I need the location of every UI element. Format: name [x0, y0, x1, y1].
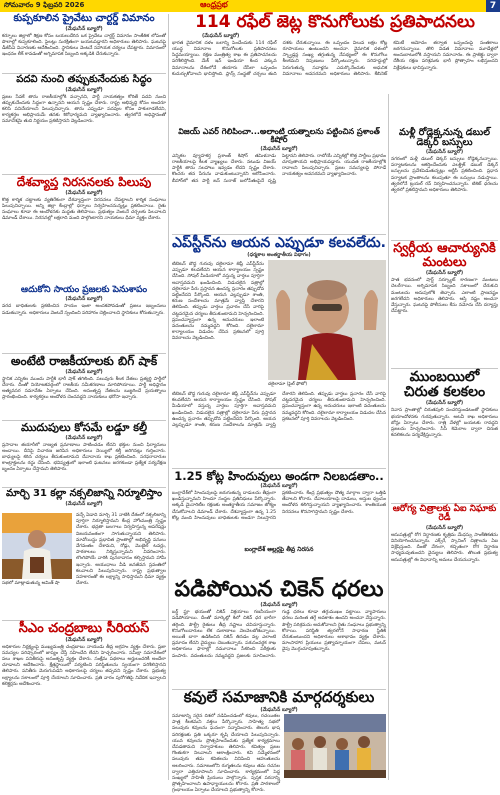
article-protest-call [2, 176, 166, 286]
byline: (మేఘసేన్ బ్యూరో) [425, 400, 464, 407]
article-hindus [172, 470, 386, 576]
headline: ఎప్‌స్టీన్‌ను ఆయన ఎప్పుడూ కలవలేదు. [172, 235, 386, 251]
article-double-decker [391, 128, 498, 240]
dalai-lama-photo [268, 260, 386, 380]
article-body: స్థానిక ఎన్నికల ముందు పార్టీకి భారీ షాక్ తగిలింది. పలువురు కీలక నేతలు ప్రత్యర్థి పార్టీలో చేరారు. దీంతో నియోజకవర్గంలో రాజకీయ సమీకరణాలు మారిపోయాయి. పార్టీ అధిష్ఠానం అత్యవసర సమావేశం ఏర్పాటు చేసింది. అసంతృప్త నేతలను బుజ్జగించే ప్రయత్నాలు ప్రారంభించింది. కార్యకర్తలు ఆందోళన చెందవద్దని నాయకులు భరోసా ఇచ్చారు. [2, 376, 166, 401]
byline: (మేఘసేన్ బ్యూరో) [65, 189, 103, 196]
headline: కవులే సమాజానికి మార్గదర్శకులు [183, 688, 375, 706]
article-body: సమాజాన్ని సరైన దిశలో నడిపించడంలో కవులు, రచయితల పాత్ర కీలకమని వక్తలు పేర్కొన్నారు. సాహిత్య సభలో పలువురు కవులను ఘనంగా సన్మానించారు. తెలుగు భాష పరిరక్షణకు ప్రతి ఒక్కరూ కృషి చేయాలని పిలుపునిచ్చారు. యువ కవులను ప్రోత్సహించేందుకు ప్రత్యేక కార్యక్రమాలు చేపడతామని నిర్వాహకులు తెలిపారు. కవిత్వం ప్రజల గొంతుకగా నిలవాలని ఆకాంక్షించారు. కవి సమ్మేళనంలో పలువురు తమ కవితలను వినిపించి ఆహుతులను అలరించారు. సమాజంలోని రుగ్మతలను కవులు తమ రచనల ద్వారా ఎత్తిచూపాలని సూచించారు. కార్యక్రమంలో పెద్ద సంఖ్యలో సాహితీ ప్రియులు పాల్గొన్నారు. పుస్తక పఠనాన్ని ప్రోత్సహించాలని ఉపాధ్యాయులను కోరారు. ప్రతి పాఠశాలలో గ్రంథాలయం ఏర్పాటు చేయాలని ప్రభుత్వాన్ని కోరారు. [172, 714, 280, 794]
article-pk-alliance [172, 128, 386, 232]
article-flood-victims [2, 286, 166, 352]
article-body: నగరంలో మళ్లీ డబుల్ డెక్కర్ బస్సులు రోడ్లెక్కనున్నాయి. పర్యాటకులను ఆకర్షించేందుకు ఎలక్ట్రిక్ డబుల్ డెక్కర్ బస్సులను ప్రవేశపెడుతున్నట్లు ఆర్టీసీ ప్రకటించింది. ప్రధాన పర్యాటక ప్రాంతాలను కలుపుతూ ఈ బస్సులు నడుస్తాయి. త్వరలోనే ట్రయల్ రన్ నిర్వహించనున్నారు. టికెట్ ధరలను త్వరలో ప్రకటిస్తామని అధికారులు తెలిపారు. [391, 156, 498, 193]
headline: పదవి నుంచి తప్పుకునేందుకు సిద్ధం [16, 74, 152, 85]
article-body: ఎన్నికల వ్యూహకర్త ప్రశాంత్ కిషోర్ తమిళనాడు రాజకీయాలపై కీలక వ్యాఖ్యలు చేశారు. నటుడు విజయ్ పార్టీకి తాను సలహాలు ఇవ్వడం లేదని స్పష్టం చేశారు. కొందరు తన పేరును వాడుకుంటున్నారని ఆరోపించారు. బీహార్‌లో తన పార్టీ జన్ సురాజ్ బలోపేతంపైనే దృష్టి పెట్టానని తెలిపారు. రాబోయే ఎన్నికల్లో కొత్త పార్టీలు ప్రభావం చూపుతాయని అభిప్రాయపడ్డారు. యువత రాజకీయాల్లోకి రావాలని పిలుపునిచ్చారు. ప్రజల సమస్యలపై పోరాడే నాయకత్వం అవసరమని వ్యాఖ్యానించారు. [172, 153, 386, 184]
headline: 114 రఫేల్ జెట్ల కొనుగోలుకు ప్రతిపాదనలు [195, 12, 475, 32]
byline: (మేఘసేన్ బ్యూరో) [65, 500, 103, 507]
article-body: ప్రజల సేవకే తాను రాజకీయాల్లోకి వచ్చానని, పార్టీ నాయకత్వం కోరితే పదవి నుంచి తప్పుకునేందుకు సిద్ధంగా ఉన్నానని ఆయన స్పష్టం చేశారు. రాష్ట్ర అభివృద్ధి కోసం అందరూ కలిసి పనిచేయాలని పిలుపునిచ్చారు. తాను ఎప్పుడూ పదవుల కోసం పాకులాడలేదని, కార్యకర్తల అభిప్రాయమే తనకు శిరోధార్యమని వ్యాఖ్యానించారు. త్వరలోనే అధిష్ఠానంతో సమావేశమై తుది నిర్ణయం ప్రకటిస్తానని వెల్లడించారు. [2, 94, 166, 125]
headline: మళ్లీ రోడ్లెక్కనున్న డబుల్ డెక్కర్ బస్సులు [399, 127, 490, 148]
byline: (మేఘసేన్ బ్యూరో) [65, 25, 103, 32]
article-body: కొత్త కార్మిక చట్టాలకు వ్యతిరేకంగా దేశవ్యాప్తంగా నిరసనలు చేపట్టాలని కార్మిక సంఘాలు పిలుపునిచ్చాయి. అన్ని జిల్లా కేంద్రాల్లో ధర్నాలు నిర్వహించనున్నట్లు ప్రకటించాయి. రైతు సంఘాలు కూడా ఈ ఆందోళనకు మద్దతు తెలిపాయి. ప్రభుత్వం వెంటనే చర్చలకు పిలవాలని డిమాండ్ చేశాయి. నిరసనల్లో లక్షలాది మంది పాల్గొంటారని నాయకులు ధీమా వ్యక్తం చేశారు. [2, 197, 166, 222]
headline: సీఎం చంద్రబాబు సీరియస్ [18, 621, 150, 636]
article-epstein [172, 236, 386, 466]
article-body: వరద బాధితులకు ప్రకటించిన సాయం ఇంకా అందకపోవడంతో ప్రజలు ఇబ్బందులు పడుతున్నారు. అధికారులు వెంటనే స్పందించి పరిహారం చెల్లించాలని స్థానికులు కోరుతున్నారు. [2, 304, 166, 316]
article-curbs-kalli [2, 422, 166, 486]
article-rafale [172, 14, 498, 126]
byline: (మేఘసేన్ బ్యూరో) [425, 524, 464, 531]
headline: ఆరోగ్య చిత్రాలకు ఏఐ నిఘాకు రెడీ [392, 504, 497, 524]
article-kalakalam [391, 370, 498, 502]
page-number: 7 [486, 0, 500, 12]
byline: (మేఘసేన్ బ్యూరో) [65, 86, 103, 93]
byline: (మేఘసేన్ బ్యూరో) [260, 145, 298, 152]
article-body: ప్రసాదాల తయారీలో నాణ్యత ప్రమాణాలు పాటించడం లేదని భక్తుల నుంచి ఫిర్యాదులు అందాయి. దీనిపై విచారణ జరిపిన అధికారులు నెయ్యిలో కల్తీ జరిగినట్లు గుర్తించారు. బాధ్యులపై కఠిన చర్యలు తీసుకుంటామని దేవాదాయ శాఖ ప్రకటించింది. సరఫరాదారుల కాంట్రాక్టులను రద్దు చేసింది. భవిష్యత్తులో ఇలాంటి ఘటనలు జరగకుండా ప్రత్యేక పర్యవేక్షణ బృందం ఏర్పాటు చేస్తామని తెలిపారు. [2, 442, 166, 473]
byline: (మేఘసేన్ బ్యూరో) [260, 483, 298, 490]
byline: (ధర్మశాల అంతర్జాతీయ విభాగం) [247, 251, 311, 258]
headline: ఆదుకోని సాయం ప్రజలకు పెనుశాపం [20, 285, 148, 295]
headline: ముదుపులు కోసమే లడ్డూ కల్తీ [20, 421, 148, 434]
article-heaven-ceremony [391, 242, 498, 366]
headline: అంటేటి రాజకీయాలకు బిగ్ షాక్ [10, 354, 158, 368]
poets-event-photo [284, 714, 386, 778]
article-body: వచ్చే ఏడాది మార్చి 31 నాటికి దేశంలో నక్సలిజాన్ని పూర్తిగా నిర్మూలిస్తామని కేంద్ర హోంమంత్రి స్పష్టం చేశారు. భద్రతా బలగాలు నిర్వహిస్తున్న ఆపరేషన్లు విజయవంతంగా సాగుతున్నాయని తెలిపారు. మావోయిస్టు ప్రభావిత ప్రాంతాల్లో అభివృద్ధి పనులు వేగవంతం చేశామని, రోడ్లు, మొబైల్ టవర్లు, పాఠశాలలు నిర్మిస్తున్నామని వివరించారు. లొంగిపోయే వారికి పునరావాసం కల్పిస్తామని హామీ ఇచ్చారు. ఆయుధాలు వీడి జనజీవన స్రవంతిలో కలవాలని పిలుపునిచ్చారు. రాష్ట్ర ప్రభుత్వాల సహకారంతో ఈ లక్ష్యాన్ని సాధిస్తామని ధీమా వ్యక్తం చేశారు. [76, 513, 166, 587]
page-header [0, 0, 500, 12]
article-ai-shot [391, 505, 498, 780]
article-big-shock [2, 355, 166, 419]
headline: పడిపోయిన చికెన్ ధరలు [174, 577, 384, 602]
issue-date: సోమవారం 9 ఫిబ్రవరి 2026 [4, 1, 85, 9]
article-body: భారత వైమానిక దళం బలాన్ని పెంచేందుకు 114 రఫేల్ యుద్ధ విమానాల కొనుగోలుకు ప్రతిపాదనలు సిద్ధమయ్యాయి. రక్షణ మంత్రిత్వ శాఖ ఈ ప్రతిపాదనలను పరిశీలిస్తోంది. మేక్ ఇన్ ఇండియా కింద ఎక్కువ విమానాలను దేశంలోనే తయారు చేసేలా ఒప్పందం కుదుర్చుకోవాలని భావిస్తోంది. ఫ్రాన్స్ సంస్థతో చర్చలు తుది దశకు చేరుకున్నాయి. ఈ ఒప్పందం విలువ లక్షల కోట్ల రూపాయలు ఉంటుందని అంచనా. వైమానిక దళంలో స్క్వాడ్రన్ల సంఖ్య తగ్గుతున్న నేపథ్యంలో ఈ కొనుగోలు కీలకమని నిపుణులు పేర్కొంటున్నారు. సరిహద్దుల్లో పెరుగుతున్న సవాళ్లను ఎదుర్కొనేందుకు ఆధునిక విమానాలు అవసరమని అధికారులు తెలిపారు. కేబినెట్ కమిటీ ఆమోదం తర్వాత ఒప్పందంపై సంతకాలు జరగనున్నాయి. తొలి విడత విమానాలు మూడేళ్లలో అందుబాటులోకి వస్తాయని సమాచారం. ఈ ప్రాజెక్టు ద్వారా దేశీయ రక్షణ పరిశ్రమకు భారీ ప్రోత్సాహం లభిస్తుందని విశ్లేషకులు భావిస్తున్నారు. [172, 40, 498, 77]
byline: (మేఘసేన్ బ్యూరో) [65, 636, 103, 643]
byline: (మేఘసేన్ బ్యూరో) [260, 602, 298, 609]
article-march31 [2, 489, 166, 619]
article-cm-serious [2, 622, 166, 780]
article-body: పాత భవనంలో షార్ట్ సర్క్యూట్ కారణంగా మంటలు చెలరేగాయి. అగ్నిమాపక సిబ్బంది సకాలంలో చేరుకుని మంటలను అదుపులోకి తెచ్చారు. ఎలాంటి ప్రాణనష్టం జరగలేదని అధికారులు తెలిపారు. ఆస్తి నష్టం అంచనా వేస్తున్నారు. ఘటనపై పోలీసులు కేసు నమోదు చేసి దర్యాప్తు చేపట్టారు. [391, 278, 498, 315]
article-body: టిబెటన్ బౌద్ధ గురువు దలైలామా జెఫ్రీ ఎప్‌స్టీన్‌ను ఎప్పుడూ కలవలేదని ఆయన కార్యాలయం స్పష్టం చేసింది. సోషల్ మీడియాలో వస్తున్న వార్తలు పూర్తిగా అవాస్తవమని ఖండించింది. విడుదలైన పత్రాల్లో దలైలామా పేరు ప్రస్తావన ఉందన్న ప్రచారం తప్పుదోవ పట్టించేదని పేర్కొంది. ఆయన ఎల్లప్పుడూ శాంతి, కరుణ సందేశాలను మాత్రమే వ్యాప్తి చేశారని తెలిపింది. తప్పుడు వార్తలు ప్రచారం చేసే వారిపై చట్టపరమైన చర్యలు తీసుకుంటామని హెచ్చరించింది. ప్రపంచవ్యాప్తంగా ఉన్న అనుచరులు ఇలాంటి వదంతులను నమ్మవద్దని కోరింది. దలైలామా కార్యాలయం విడుదల చేసిన ప్రకటనలో పూర్తి వివరాలను వెల్లడించింది. [172, 262, 264, 342]
article-ready [2, 75, 166, 173]
byline: (మేఘసేన్ బ్యూరో) [202, 32, 240, 39]
article-body: కర్నూలు జిల్లాలో శిక్షణ కోసం బయలుదేరిన ఒక ప్రైవేటు చార్టర్డ్ విమానం సాంకేతిక లోపంతో పొలాల్లో కుప్పకూలింది. పైలట్లు సురక్షితంగా బయటపడ్డారని అధికారులు తెలిపారు. ఘటనపై డీజీసీఏ విచారణకు ఆదేశించింది. స్థానికులు వెంటనే సహాయక చర్యలు చేపట్టారు. విమానంలో ఇంధనం లీక్ కావడంతో అగ్నిమాపక సిబ్బంది అక్కడికి చేరుకున్నారు. [2, 33, 166, 58]
article-body: బంగ్లాదేశ్‌లో హిందువులపై జరుగుతున్న దాడులను తీవ్రంగా ఖండిస్తున్నామని హిందూ సంస్థల ప్రతినిధులు పేర్కొన్నారు. అక్కడి మైనారిటీల రక్షణకు అంతర్జాతీయ సమాజం జోక్యం చేసుకోవాలని డిమాండ్ చేశారు. దేశవ్యాప్తంగా ఉన్న 1.25 కోట్ల మంది హిందువులు బాధితులకు అండగా నిలుస్తారని ప్రకటించారు. కేంద్ర ప్రభుత్వం దౌత్య మార్గాల ద్వారా ఒత్తిడి తేవాలని కోరారు. దేవాలయాలపై దాడులు, ఆస్తుల ధ్వంసం ఆందోళన కలిగిస్తున్నాయని వ్యాఖ్యానించారు. శాంతియుత నిరసనలు కొనసాగిస్తామని స్పష్టం చేశారు. [172, 491, 386, 521]
byline: (మేఘసేన్ బ్యూరో) [260, 706, 298, 713]
byline: (మేఘసేన్ బ్యూరో) [65, 296, 103, 303]
photo-caption: దలైలామా (ఫైల్ ఫోటో) [268, 382, 308, 387]
photo-caption: సభలో మాట్లాడుతున్న అమిత్ షా [2, 581, 60, 586]
article-poets [172, 688, 386, 794]
subheadline: బంగ్లాదేశ్ అల్లర్లపై తీవ్ర నిరసన [244, 546, 314, 554]
byline: (మేఘసేన్ బ్యూరో) [65, 368, 103, 375]
headline: ముంబయిలో చిరుత కలకలం [403, 369, 486, 400]
byline: (మేఘసేన్ బ్యూరో) [425, 148, 464, 155]
headline: విజయ్ ఎవర్ గెలిపించా...అలాంటి యత్నాలను పట్టించిన ప్రశాంత్ కిషోర్ [178, 127, 380, 145]
headline: కుప్పకూలిన ప్రైవేటు చార్టర్డ్ విమానం [13, 13, 155, 24]
headline: 1.25 కోట్ల హిందువులు అండగా నిలబడతాం.. [174, 469, 384, 483]
byline: (మేఘసేన్ బ్యూరో) [65, 434, 103, 441]
byline: (మేఘసేన్ బ్యూరో) [425, 270, 464, 277]
article-body: అధికారుల నిర్లక్ష్యంపై ముఖ్యమంత్రి చంద్రబాబు నాయుడు తీవ్ర ఆగ్రహం వ్యక్తం చేశారు. ప్రజా సమస్యల పరిష్కారంలో జాప్యం చేస్తే సహించేది లేదని హెచ్చరించారు. సమీక్షా సమావేశంలో పలు శాఖల పనితీరుపై అసంతృప్తి వ్యక్తం చేశారు. సంక్షేమ పథకాలు అర్హులందరికీ అందేలా చూడాలని ఆదేశించారు. క్షేత్రస్థాయిలో పర్యటించి పరిస్థితులను స్వయంగా పరిశీలిస్తానని తెలిపారు. పనితీరు మెరుగుపడని అధికారులపై చర్యలు తప్పవని స్పష్టం చేశారు. ప్రభుత్వ లక్ష్యాలను సకాలంలో పూర్తి చేయాలని సూచించారు. ప్రతి వారం పురోగతిపై నివేదిక ఇవ్వాలని కలెక్టర్లను ఆదేశించారు. [2, 644, 166, 687]
article-private-charters [2, 14, 166, 72]
headline: దేశవ్యాప్త నిరసనలకు పిలుపు [16, 175, 152, 189]
article-chicken-prices [172, 578, 386, 688]
headline: స్వర్గీయ ఆచార్యునికి మంటలు [393, 241, 496, 270]
article-body: ఆసుపత్రుల్లో రోగ నిర్ధారణకు కృత్రిమ మేధస్సు సాంకేతికతను వినియోగించనున్నారు. ఎక్స్‌రే, స్కానింగ్ చిత్రాలను ఏఐ విశ్లేషిస్తుంది. దీంతో వేగంగా, కచ్చితంగా రోగ నిర్ధారణ సాధ్యమవుతుందని వైద్యులు తెలిపారు. తొలుత ప్రభుత్వ ఆసుపత్రుల్లో ఈ విధానాన్ని అమలు చేయనున్నారు. [391, 532, 498, 563]
article-body-continued: టిబెటన్ బౌద్ధ గురువు దలైలామా జెఫ్రీ ఎప్‌స్టీన్‌ను ఎప్పుడూ కలవలేదని ఆయన కార్యాలయం స్పష్టం చేసింది. సోషల్ మీడియాలో వస్తున్న వార్తలు పూర్తిగా అవాస్తవమని ఖండించింది. విడుదలైన పత్రాల్లో దలైలామా పేరు ప్రస్తావన ఉందన్న ప్రచారం తప్పుదోవ పట్టించేదని పేర్కొంది. ఆయన ఎల్లప్పుడూ శాంతి, కరుణ సందేశాలను మాత్రమే వ్యాప్తి చేశారని తెలిపింది. తప్పుడు వార్తలు ప్రచారం చేసే వారిపై చట్టపరమైన చర్యలు తీసుకుంటామని హెచ్చరించింది. ప్రపంచవ్యాప్తంగా ఉన్న అనుచరులు ఇలాంటి వదంతులను నమ్మవద్దని కోరింది. దలైలామా కార్యాలయం విడుదల చేసిన ప్రకటనలో పూర్తి వివరాలను వెల్లడించింది. [172, 392, 386, 429]
paper-name: ఆంధ్రప్రభ [200, 0, 228, 9]
article-body: నివాస ప్రాంతాల్లో చిరుతపులి సంచరిస్తుండటంతో స్థానికులు భయాందోళనకు గురవుతున్నారు. అటవీ శాఖ అధికారులు బోన్లు ఏర్పాటు చేశారు. రాత్రి వేళల్లో బయటకు రావద్దని ప్రజలను హెచ్చరించారు. సీసీ కెమెరాల ద్వారా చిరుత కదలికలను పర్యవేక్షిస్తున్నారు. [391, 408, 498, 439]
headline: మార్చి 31 కల్లా నక్సలిజాన్ని నిర్మూలిస్తాం [5, 488, 163, 499]
amit-shah-photo [2, 513, 72, 579]
article-body: బర్డ్ ఫ్లూ భయంతో చికెన్ విక్రయాలు గణనీయంగా పడిపోయాయి. దీంతో మార్కెట్లో కిలో చికెన్ ధర భారీగా తగ్గింది. పౌల్ట్రీ రైతులు తీవ్ర నష్టాలు చవిచూస్తున్నారు. కొనుగోలుదారులు లేక దుకాణాలు వెలవెలబోతున్నాయి. అయితే బాగా ఉడికించిన చికెన్ తినడం వల్ల ఎలాంటి ప్రమాదం లేదని వైద్యులు చెబుతున్నారు. పశుసంవర్ధక శాఖ అధికారులు ఫారాల్లో నమూనాలు సేకరించి పరీక్షలకు పంపారు. వదంతులను నమ్మవద్దని ప్రజలకు సూచించారు. గుడ్ల ధరలు కూడా తగ్గుముఖం పట్టాయి. వ్యాపారులు ధరలు మరింత తగ్గే అవకాశం ఉందని అంచనా వేస్తున్నారు. పౌల్ట్రీ పరిశ్రమను ఆదుకోవాలని రైతు సంఘాలు ప్రభుత్వాన్ని కోరాయి. పరిస్థితి త్వరలోనే సాధారణ స్థితికి చేరుకుంటుందని అధికారులు ఆశాభావం వ్యక్తం చేశారు. మాంసాహార ప్రియులు ప్రత్యామ్నాయంగా చేపలు, మటన్ వైపు మొగ్గుచూపుతున్నారు. [172, 610, 386, 659]
